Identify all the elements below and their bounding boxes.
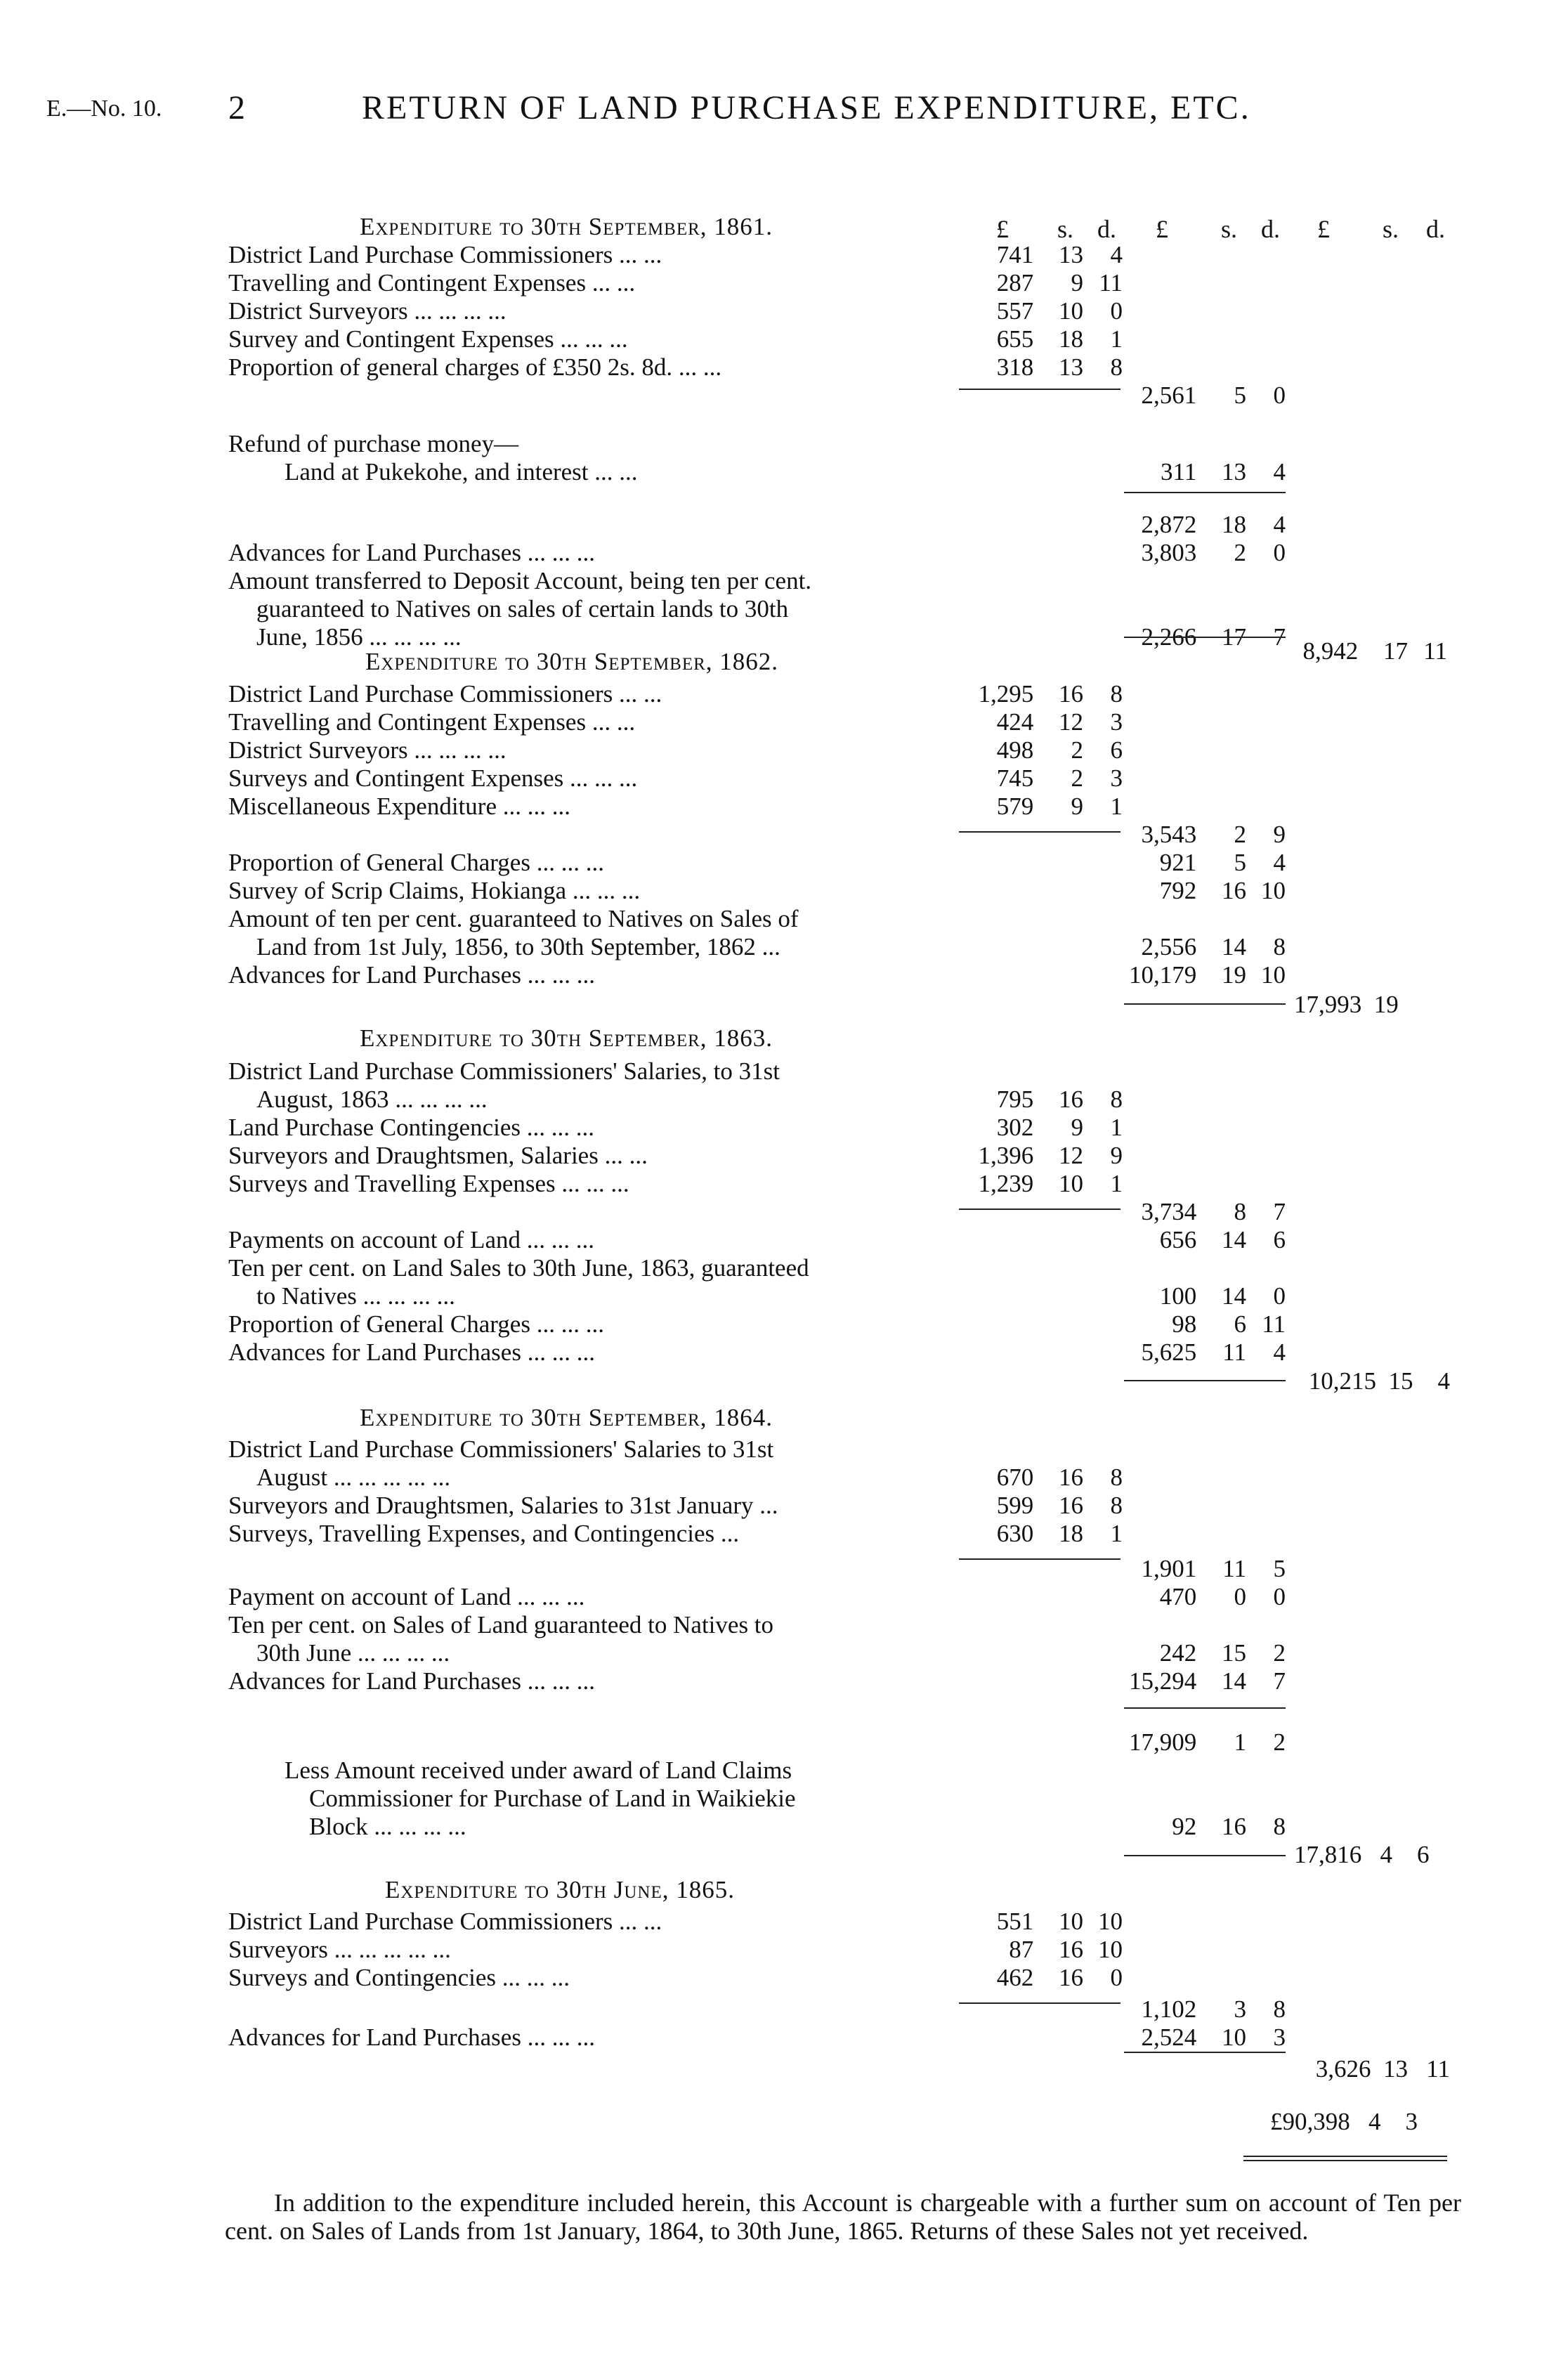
item-label: District Land Purchase Commissioners ... ... [228, 241, 662, 268]
double-rule-bottom [1243, 2160, 1447, 2161]
item-amount: 741 13 4 [996, 241, 1123, 268]
col-pounds-1: £ [996, 215, 1009, 243]
page-number: 2 [228, 89, 245, 126]
document-page: E.—No. 10. 2 RETURN OF LAND PURCHASE EXPENDITURE, ETC. £ s. d. £ s. d. £ s. d. Expenditure to 30th September, 1861. District Land Purchase Commissioners ... ... 741 13 4 Travelling and Contingent Expenses ... ... 287 9 11 District Surveyors ... ... ... ... 557 10 0 Survey and Contingent Expenses ... ... ... 655 18 1 Proportion of general charges of £350 2s. 8d. ... ... 318 13 8 2,561 5 0 Refund of purchase money— Land at Pukekohe, and interest ... ... 311 13 4 2,872 18 4 Advances for Land Purchases ... ... ... 3,803 2 0 Amount transferred to Deposit Account, being ten per cent. guaranteed to Natives on sales of certain lands to 30th June, 1856 ... ... ... ... 2,266 17 7 8,942 17 11 Expenditure to 30th September, 1862. District Land Purchase Commissioners ... ... 1,295 16 8 Travelling and Contingent Expenses ... ... 424 12 3 District Surveyors ... ... ... ... 498 2 6 Surveys and Contingent Expenses ... ... ... 745 2 3 Miscellaneous Expenditure ... ... ... 579 9 1 3,543 2 9 Proportion of General Charges ... ... ... 921 5 4 Survey of Scrip Claims, Hokianga ... ... ... 792 16 10 Amount of ten per cent. guaranteed to Natives on Sales of Land from 1st July, 1856, to 30th September, 1862 ... 2,556 14 8 Advances for Land Purchases ... ... ... 10,179 19 10 17,993 19 Expenditure to 30th September, 1863. District Land Purchase Commissioners' Salaries, to 31st August, 1863 ... ... ... ... 795 16 8 Land Purchase Contingencies ... ... ... 302 9 1 Surveyors and Draughtsmen, Salaries ... ... 1,396 12 9 Surveys and Travelling Expenses ... ... ... 1,239 10 1 3,734 8 7 Payments on account of Land ... ... ... 656 14 6 Ten per cent. on Land Sales to 30th June, 1863, guaranteed to Natives ... ... ... ... 100 14 0 Proportion of General Charges ... ... ... 98 6 11 Advances for Land Purchases ... ... ... 5,625 11 4 10,215 15 4 Expenditure to 30th September, 1864. District Land Purchase Commissioners' Salaries to 31st August ... ... ... ... ... 670 16 8 Surveyors and Draughtsmen, Salaries to 31st January ... 599 16 8 Surveys, Travelling Expenses, and Contingencies ... 630 18 1 1,901 11 5 Payment on account of Land ... ... ... 470 0 0 Ten per cent. on Sales of Land guaranteed to Natives to 30th June ... ... ... ... 242 15 2 Advances for Land Purchases ... ... ... 15,294 14 7 17,909 1 2 Less Amount received under award of Land Claims Commissioner for Purchase of Land in Waikiekie Block ... ... ... ... 92 16 8 17,816 4 6 Expenditure to 30th June, 1865. District Land Purchase Commissioners ... ... 551 10 10 Surveyors ... ... ... ... ... 87 16 10 Surveys and Contingencies ... ... ... 462 16 0 1,102 3 8 Advances for Land Purchases ... ... ... 2,524 10 3 3,626 13 11 £90,398 4 3 In addition to the expenditure included herein, this Account is chargeable with a further sum on account of Ten per cent. on Sales of Lands from 1st January, 1864, to 30th June, 1865. Returns of these Sales not yet received. [0, 0, 1568, 2365]
line-item: District Surveyors ... ... ... ... 557 10 0 [228, 297, 1123, 325]
subtotal-row: 2,872 18 4 [1141, 511, 1286, 538]
col-shillings-1: s. [1057, 215, 1074, 243]
subtotal-row: 2,561 5 0 [1141, 382, 1286, 409]
grand-total: £90,398 4 3 [1270, 2108, 1418, 2135]
section-title: Expenditure to 30th June, 1865. [385, 1876, 736, 1903]
grand-total-row [0, 2108, 1568, 2136]
col-pounds-2: £ [1156, 215, 1168, 243]
line-item: Advances for Land Purchases ... ... ... 3,803 2 0 [228, 539, 1286, 566]
double-rule-top [1243, 2156, 1447, 2157]
col-shillings-3: s. [1383, 215, 1399, 243]
section-title: Expenditure to 30th September, 1861. [360, 213, 773, 240]
line-item: guaranteed to Natives on sales of certain lands to 30th [256, 595, 789, 623]
line-item: Travelling and Contingent Expenses ... ... 287 9 11 [228, 269, 1123, 297]
document-reference: E.—No. 10. [46, 96, 162, 122]
col-pence-3: d. [1426, 215, 1445, 243]
col-pence-1: d. [1097, 215, 1116, 243]
line-item: Land at Pukekohe, and interest ... ... 311 13 4 [285, 458, 1286, 486]
total-row: 8,942 17 11 [1302, 637, 1447, 665]
total-rule [1124, 2052, 1286, 2053]
col-pence-2: d. [1261, 215, 1280, 243]
subtotal-rule [1124, 1707, 1286, 1709]
line-item: June, 1856 ... ... ... ... 2,266 17 7 [256, 623, 1286, 651]
col-shillings-2: s. [1221, 215, 1238, 243]
col-pounds-3: £ [1317, 215, 1330, 243]
subtotal-rule [1124, 492, 1286, 493]
line-item: Survey and Contingent Expenses ... ... ... 655 18 1 [228, 325, 1123, 353]
footnote: In addition to the expenditure included herein, this Account is chargeable with a further sum on account of Ten per cent. on Sales of Lands from 1st January, 1864, to 30th June, 1865. Returns of these Sales not yet received. [225, 2189, 1461, 2245]
line-item: Amount transferred to Deposit Account, being ten per cent. [228, 567, 812, 594]
line-item [0, 241, 1568, 269]
line-item: Proportion of general charges of £350 2s. 8d. ... ... 318 13 8 [228, 353, 1123, 381]
section-title: Expenditure to 30th September, 1864. [360, 1404, 773, 1431]
line-item: Refund of purchase money— [228, 430, 519, 457]
section-title: Expenditure to 30th September, 1863. [360, 1024, 773, 1052]
section-title: Expenditure to 30th September, 1862. [365, 648, 779, 675]
page-title: RETURN OF LAND PURCHASE EXPENDITURE, ETC. [362, 89, 1251, 126]
